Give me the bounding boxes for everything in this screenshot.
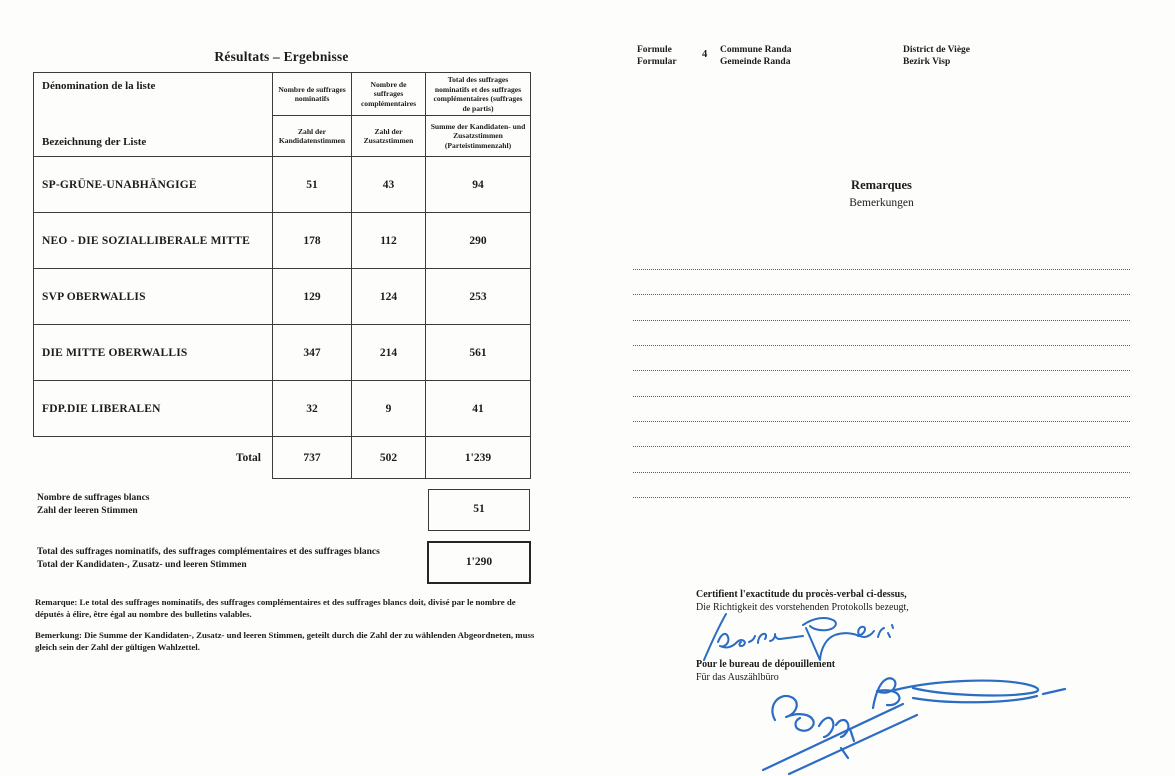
total-label: Total: [34, 437, 273, 479]
total-nominatifs-cell: 737: [273, 437, 352, 479]
signature-bureau-member: [745, 668, 1055, 776]
table-total-row: [34, 437, 531, 479]
list-name-cell: NEO - DIE SOZIALLIBERALE MITTE: [34, 213, 273, 269]
remarks-ruled-line: [633, 371, 1130, 396]
col3-header-fr: Nombre de suffrages complémentaires: [352, 73, 426, 116]
row-total-cell: 290: [426, 213, 531, 269]
list-name-header-cell: [34, 73, 273, 157]
commune-label-de: Gemeinde Randa: [720, 57, 791, 67]
col4-header-fr: Total des suffrages nominatifs et des suffrages complémentaires (suffrages de partis): [426, 73, 531, 116]
row-total-cell: 41: [426, 381, 531, 437]
grand-total-value-box: 1'290: [427, 541, 531, 584]
col1-header-de: Bezeichnung der Liste: [42, 136, 147, 148]
col2-header-de: Zahl der Kandidatenstimmen: [273, 116, 352, 157]
blank-votes-label-fr: Nombre de suffrages blancs: [37, 493, 150, 503]
row-total-cell: 253: [426, 269, 531, 325]
col4-header-de: Summe der Kandidaten- und Zusatzstimmen (Parteistimmenzahl): [426, 116, 531, 157]
list-name-cell: DIE MITTE OBERWALLIS: [34, 325, 273, 381]
table-row: [34, 213, 531, 269]
grand-total-label-de: Total der Kandidaten-, Zusatz- und leeren Stimmen: [37, 560, 247, 570]
remarks-ruled-line: [633, 397, 1130, 422]
district-label-fr: District de Viège: [903, 45, 971, 55]
nominatifs-cell: 51: [273, 157, 352, 213]
nominatifs-cell: 347: [273, 325, 352, 381]
nominatifs-cell: 178: [273, 213, 352, 269]
remarks-heading-fr: Remarques: [851, 178, 912, 192]
formule-label-fr: Formule: [637, 45, 672, 55]
formule-number: 4: [702, 49, 708, 60]
remarks-ruled-lines: [633, 245, 1130, 498]
remarks-ruled-line: [633, 447, 1130, 472]
complementaires-cell: 124: [352, 269, 426, 325]
commune-label: [720, 44, 792, 68]
remarks-ruled-line: [633, 321, 1130, 346]
complementaires-cell: 112: [352, 213, 426, 269]
bureau-line-de: Für das Auszählbüro: [696, 672, 779, 683]
col1-header-fr: Dénomination de la liste: [42, 80, 156, 92]
complementaires-cell: 214: [352, 325, 426, 381]
blank-votes-value-box: 51: [428, 489, 530, 531]
remarks-heading: [633, 178, 1130, 209]
page-title: Résultats – Ergebnisse: [214, 49, 349, 64]
blank-votes-label-de: Zahl der leeren Stimmen: [37, 506, 138, 516]
remarks-ruled-line: [633, 245, 1130, 270]
total-total-cell: 1'239: [426, 437, 531, 479]
row-total-cell: 561: [426, 325, 531, 381]
nominatifs-cell: 32: [273, 381, 352, 437]
table-row: [34, 325, 531, 381]
bemerkung-note-de: Bemerkung: Die Summe der Kandidaten-, Zusatz- und leeren Stimmen, geteilt durch die Zahl der zu wählenden Abgeordneten, muss gleich sein der Zahl der gültigen Wahlzettel.: [35, 630, 535, 652]
commune-label-fr: Commune Randa: [720, 45, 792, 55]
nominatifs-cell: 129: [273, 269, 352, 325]
table-row: [34, 269, 531, 325]
grand-total-label-fr: Total des suffrages nominatifs, des suffrages complémentaires et des suffrages blancs: [37, 547, 380, 557]
remarks-heading-de: Bemerkungen: [849, 197, 914, 209]
row-total-cell: 94: [426, 157, 531, 213]
formule-label: [637, 44, 677, 68]
blank-votes-label: [37, 492, 422, 518]
district-label-de: Bezirk Visp: [903, 57, 951, 67]
certification-line-fr: Certifient l'exactitude du procès-verbal ci-dessus,: [696, 589, 907, 600]
list-name-cell: FDP.DIE LIBERALEN: [34, 381, 273, 437]
list-name-cell: SVP OBERWALLIS: [34, 269, 273, 325]
remarks-ruled-line: [633, 422, 1130, 447]
results-table: [33, 72, 531, 479]
signature-president: [698, 606, 898, 664]
remarks-ruled-line: [633, 270, 1130, 295]
formule-label-de: Formular: [637, 57, 677, 67]
certification-line-de: Die Richtigkeit des vorstehenden Protokolls bezeugt,: [696, 602, 909, 613]
list-name-cell: SP-GRÜNE-UNABHÄNGIGE: [34, 157, 273, 213]
table-header-row-fr: [34, 73, 531, 116]
table-row: [34, 381, 531, 437]
bureau-line-fr: Pour le bureau de dépouillement: [696, 659, 836, 670]
remarks-ruled-line: [633, 346, 1130, 371]
remarks-ruled-line: [633, 295, 1130, 320]
table-row: [34, 157, 531, 213]
remarque-note-fr: Remarque: Le total des suffrages nominatifs, des suffrages complémentaires et des suffrages blancs doit, divisé par le nombre de députés à élire, être égal au nombre des bulletins valables.: [35, 597, 516, 619]
complementaires-cell: 43: [352, 157, 426, 213]
total-complementaires-cell: 502: [352, 437, 426, 479]
col2-header-fr: Nombre de suffrages nominatifs: [273, 73, 352, 116]
remarks-ruled-line: [633, 473, 1130, 498]
grand-total-label: [37, 546, 427, 572]
col3-header-de: Zahl der Zusatzstimmen: [352, 116, 426, 157]
district-label: [903, 44, 970, 68]
complementaires-cell: 9: [352, 381, 426, 437]
